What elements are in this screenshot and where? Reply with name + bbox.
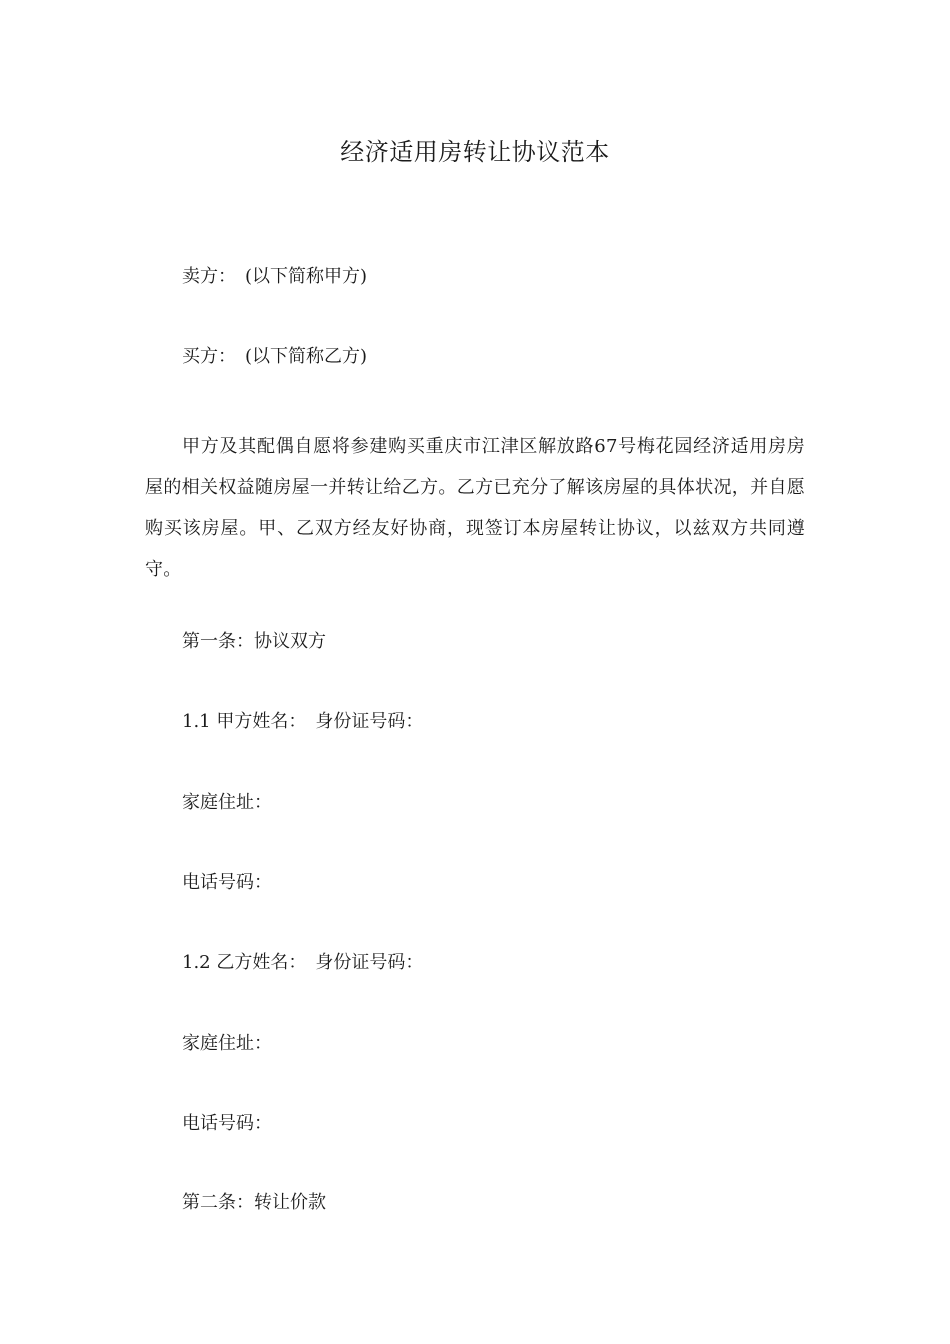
document-title: 经济适用房转让协议范本 — [340, 138, 610, 166]
buyer-line: 买方： (以下简称乙方) — [182, 346, 368, 367]
party-b-address-line: 家庭住址： — [182, 1033, 272, 1054]
party-b-phone-line: 电话号码： — [182, 1113, 272, 1134]
party-a-phone-line: 电话号码： — [182, 872, 272, 893]
party-a-name-line: 1.1 甲方姓名： 身份证号码： — [182, 711, 424, 732]
intro-paragraph: 甲方及其配偶自愿将参建购买重庆市江津区解放路67号梅花园经济适用房房屋的相关权益随房屋一并转让给乙方。乙方已充分了解该房屋的具体状况，并自愿购买该房屋。甲、乙双方经友好协商，现签订本房屋转让协议，以兹双方共同遵守。 — [145, 436, 805, 580]
seller-line: 卖方： (以下简称甲方) — [182, 266, 368, 287]
article-1-heading: 第一条：协议双方 — [182, 631, 326, 652]
party-b-name-line: 1.2 乙方姓名： 身份证号码： — [182, 952, 424, 973]
article-2-heading: 第二条：转让价款 — [182, 1192, 326, 1213]
party-a-address-line: 家庭住址： — [182, 792, 272, 813]
